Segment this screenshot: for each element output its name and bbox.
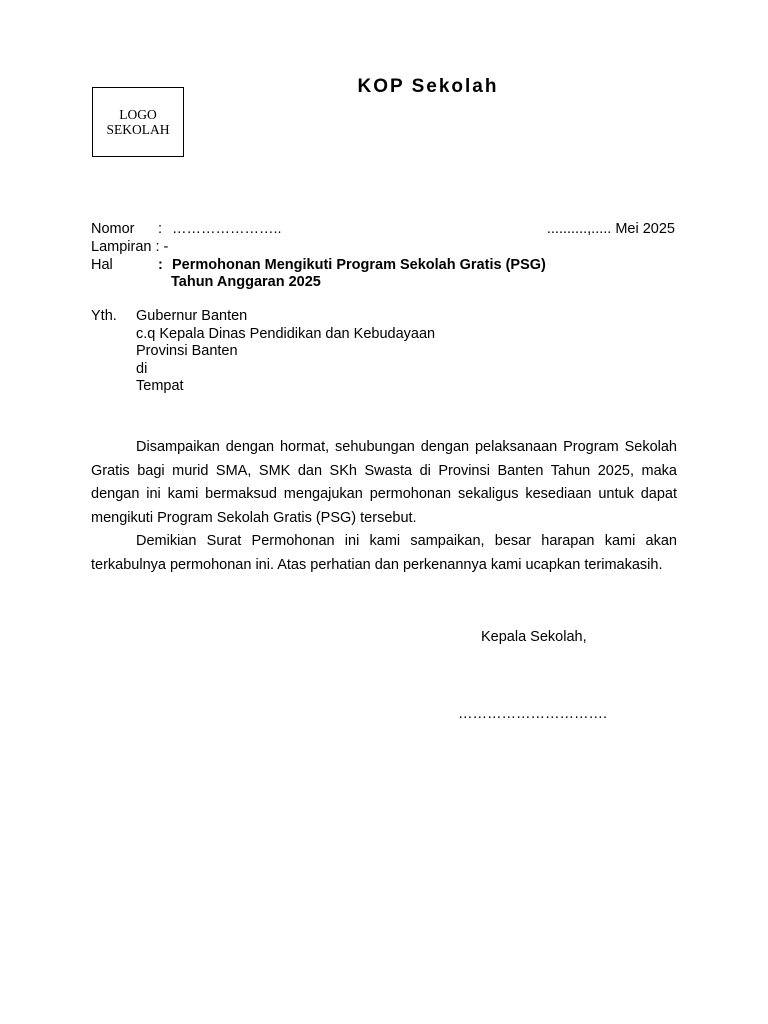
body-paragraph-1: Disampaikan dengan hormat, sehubungan dengan pelaksanaan Program Sekolah Gratis bagi murid SMA, SMK dan SKh Swasta di Provinsi Banten Tahun 2025, maka dengan ini kami bermaksud mengajukan permohonan sekaligus kesediaan untuk dapat mengikuti Program Sekolah Gratis (PSG) tersebut. bbox=[91, 439, 677, 526]
hal-separator: : bbox=[158, 257, 163, 273]
letter-date: ..........,..... Mei 2025 bbox=[546, 221, 675, 237]
recipient-line: Gubernur Banten bbox=[136, 308, 248, 324]
hal-label: Hal bbox=[91, 257, 113, 273]
letter-body bbox=[91, 436, 677, 577]
signature-name-placeholder: …………………………. bbox=[458, 706, 608, 722]
recipient-line: di bbox=[136, 360, 148, 377]
signature-title: Kepala Sekolah, bbox=[481, 629, 587, 645]
recipient-line: Provinsi Banten bbox=[136, 343, 238, 359]
nomor-separator: : bbox=[158, 221, 163, 237]
letterhead-title: KOP Sekolah bbox=[357, 76, 499, 97]
recipient-line: Tempat bbox=[136, 378, 184, 394]
recipient-block bbox=[136, 308, 435, 396]
yth-label: Yth. bbox=[91, 308, 117, 324]
nomor-label: Nomor bbox=[91, 221, 135, 237]
logo-line-1: LOGO bbox=[119, 107, 157, 122]
hal-subject-line-2: Tahun Anggaran 2025 bbox=[171, 274, 321, 290]
hal-subject-line-1: Permohonan Mengikuti Program Sekolah Gratis (PSG) bbox=[172, 257, 546, 273]
lampiran-line: Lampiran : - bbox=[91, 239, 169, 255]
body-paragraph-2: Demikian Surat Permohonan ini kami sampaikan, besar harapan kami akan terkabulnya permohonan ini. Atas perhatian dan perkenannya kami ucapkan terimakasih. bbox=[91, 533, 677, 573]
logo-line-2: SEKOLAH bbox=[106, 122, 170, 137]
nomor-value: ………………….. bbox=[172, 221, 282, 237]
recipient-line: c.q Kepala Dinas Pendidikan dan Kebudayaan bbox=[136, 325, 436, 342]
logo-text bbox=[107, 107, 170, 137]
